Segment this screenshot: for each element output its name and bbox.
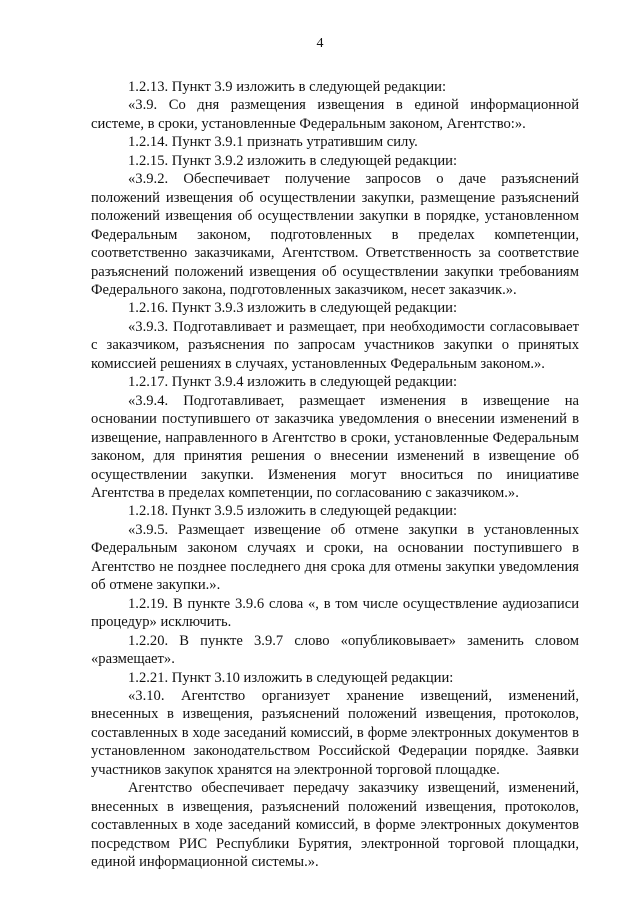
text-line: «3.9.5. Размещает извещение об отмене закупки в установленных <box>128 521 579 538</box>
paragraph-3-9-3-text <box>91 318 579 373</box>
paragraph-3-9-2-text <box>91 170 579 299</box>
paragraph-1-2-18 <box>91 502 579 520</box>
text-line: «3.9.3. Подготавливает и размещает, при необходимости согласовывает <box>128 318 579 335</box>
text-line: 1.2.16. Пункт 3.9.3 изложить в следующей редакции: <box>128 300 457 317</box>
text-line: системе, в сроки, установленные Федеральным законом, Агентство:». <box>91 115 526 132</box>
paragraph-3-9-text <box>91 96 579 133</box>
paragraph-1-2-20 <box>91 632 579 669</box>
text-line: посредством РИС Республики Бурятия, электронной торговой площадки, <box>91 835 579 852</box>
text-line: «размещает». <box>91 651 175 668</box>
text-line: комиссией решениях в случаях, установленных Федеральным законом.». <box>91 355 545 372</box>
paragraph-3-10-continuation <box>91 779 579 871</box>
paragraph-1-2-19 <box>91 595 579 632</box>
text-line: Агентство не позднее последнего дня срока для отмены закупки уведомления <box>91 558 579 575</box>
text-line: осуществлении закупки. Изменения могут вноситься по инициативе <box>91 466 579 483</box>
page-number: 4 <box>316 36 324 51</box>
paragraph-1-2-21 <box>91 669 579 687</box>
text-line: законом, для принятия решения о внесении изменений в извещение об <box>91 448 579 465</box>
paragraph-1-2-15 <box>91 152 579 170</box>
text-line: установленном законодательством Российской Федерации порядке. Заявки <box>91 743 579 760</box>
text-line: 1.2.19. В пункте 3.9.6 слова «, в том числе осуществление аудиозаписи <box>128 595 579 612</box>
text-line: 1.2.21. Пункт 3.10 изложить в следующей редакции: <box>128 669 454 686</box>
text-line: Федерального закона, подготовленных заказчиком, несет заказчик.». <box>91 281 517 298</box>
text-line: 1.2.15. Пункт 3.9.2 изложить в следующей редакции: <box>128 152 457 169</box>
text-line: «3.9.4. Подготавливает, размещает изменения в извещение на <box>128 392 579 409</box>
text-line: соответственно заказчиками, Агентством. Ответственность за соответствие <box>91 245 579 262</box>
paragraph-3-10-text <box>91 687 579 779</box>
text-line: Федеральным законом случаях и сроки, на основании поступившего в <box>91 540 579 557</box>
text-line: положений извещения об осуществлении закупки в порядке, установленном <box>91 208 579 225</box>
text-line: 1.2.17. Пункт 3.9.4 изложить в следующей редакции: <box>128 374 457 391</box>
text-line: Агентства в пределах компетенции, по согласованию с заказчиком.». <box>91 484 519 501</box>
text-line: «3.10. Агентство организует хранение извещений, изменений, <box>128 687 579 704</box>
text-line: процедур» исключить. <box>91 614 232 631</box>
paragraph-1-2-16 <box>91 299 579 317</box>
text-line: извещение, направленного в Агентство в сроки, установленные Федеральным <box>91 429 579 446</box>
paragraph-1-2-14 <box>91 133 579 151</box>
text-line: Агентство обеспечивает передачу заказчику извещений, изменений, <box>128 780 579 797</box>
text-line: «3.9.2. Обеспечивает получение запросов о даче разъяснений <box>128 171 579 188</box>
text-line: составленных в ходе заседаний комиссий, в форме электронных документов <box>91 817 579 834</box>
text-line: участников закупок хранятся на электронной торговой площадке. <box>91 761 500 778</box>
text-line: «3.9. Со дня размещения извещения в единой информационной <box>128 97 579 114</box>
document-body <box>91 78 579 871</box>
text-line: составленных в ходе заседаний комиссий, в форме электронных документов в <box>91 724 579 741</box>
paragraph-3-9-5-text <box>91 521 579 595</box>
text-line: единой информационной системы.». <box>91 854 319 871</box>
paragraph-3-9-4-text <box>91 392 579 503</box>
text-line: внесенных в извещения, разъяснений положений извещения, протоколов, <box>91 798 579 815</box>
paragraph-1-2-13 <box>91 78 579 96</box>
text-line: 1.2.20. В пункте 3.9.7 слово «опубликовывает» заменить словом <box>128 632 579 649</box>
text-line: Федеральным законом, подготовленных в пределах компетенции, <box>91 226 579 243</box>
text-line: 1.2.13. Пункт 3.9 изложить в следующей редакции: <box>128 79 447 95</box>
text-line: 1.2.18. Пункт 3.9.5 изложить в следующей редакции: <box>128 503 457 520</box>
text-line: положений извещения об осуществлении закупки, размещение разъяснений <box>91 189 579 206</box>
paragraph-1-2-17 <box>91 373 579 391</box>
text-line: разъяснений положений извещения об осуществлении закупки требованиям <box>91 263 579 280</box>
text-line: с заказчиком, разъяснения по запросам участников закупки о принятых <box>91 337 579 354</box>
text-line: 1.2.14. Пункт 3.9.1 признать утратившим силу. <box>128 134 418 151</box>
text-line: об отмене закупки.». <box>91 577 221 594</box>
text-line: внесенных в извещения, разъяснений положений извещения, протоколов, <box>91 706 579 723</box>
text-line: основании поступившего от заказчика уведомления о внесении изменений в <box>91 411 579 428</box>
